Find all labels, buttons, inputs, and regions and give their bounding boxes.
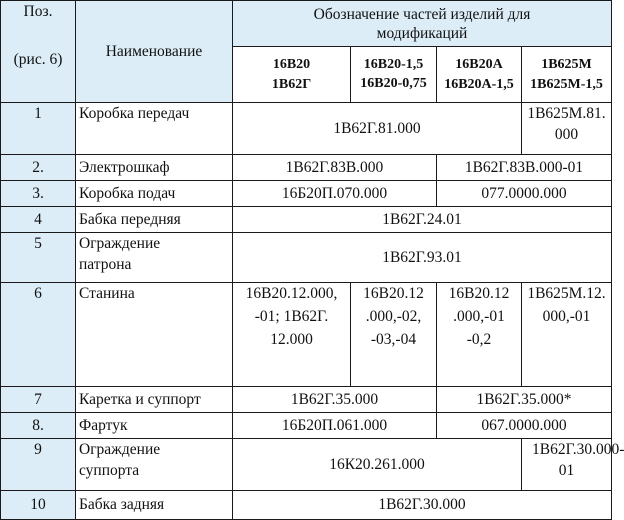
designation-cell: 1В62Г.30.000-01 <box>522 439 612 491</box>
name-cell: Бабка задняя <box>76 491 233 520</box>
designation-cell: 16Б20П.061.000 <box>233 413 437 439</box>
table-row <box>1 207 612 233</box>
designation-cell: 16К20.261.000 <box>233 439 522 491</box>
name-cell: Фартук <box>76 413 233 439</box>
header-mod-4 <box>522 47 612 103</box>
header-name-cell <box>76 1 233 103</box>
name-cell: Ограждение патрона <box>76 233 233 283</box>
pos-cell: 6 <box>1 283 76 387</box>
header-pos-label: Поз. <box>23 3 53 20</box>
header-mod-2 <box>351 47 437 103</box>
designation-cell: 16В20.12 .000,-02, -03,-04 <box>351 283 437 387</box>
designation-cell: 1В62Г.35.000 <box>233 387 437 413</box>
header-pos-figure-ref: (рис. 6) <box>13 51 63 69</box>
name-cell: Коробка подач <box>76 181 233 207</box>
header-mod-1 <box>233 47 351 103</box>
header-designation-label: Обозначение частей изделий для модификаций <box>313 6 531 43</box>
header-mod-4-line2: 1В625М-1,5 <box>530 76 603 92</box>
designation-cell: 16В20.12 .000,-01 -0,2 <box>437 283 522 387</box>
table-row <box>1 387 612 413</box>
header-mod-1-line2: 1В62Г <box>271 76 312 92</box>
pos-cell: 1 <box>1 103 76 155</box>
designation-cell: 1В62Г.83В.000-01 <box>437 155 612 181</box>
designation-cell: 1В62Г.83В.000 <box>233 155 437 181</box>
designation-cell: 1В62Г.35.000* <box>437 387 612 413</box>
name-cell: Ограждение суппорта <box>76 439 233 491</box>
header-mod-3-line2: 16В20А-1,5 <box>444 76 514 92</box>
table-row <box>1 181 612 207</box>
header-pos-cell <box>1 1 76 103</box>
table-row <box>1 155 612 181</box>
pos-cell: 10 <box>1 491 76 520</box>
table-row <box>1 233 612 283</box>
designation-cell: 1В62Г.30.000 <box>233 491 612 520</box>
header-mod-2-line1: 16В20-1,5 <box>363 56 424 72</box>
header-mod-2-line2: 16В20-0,75 <box>360 75 427 91</box>
header-mod-1-line1: 16В20 <box>272 57 311 73</box>
table-row <box>1 491 612 520</box>
name-cell: Бабка передняя <box>76 207 233 233</box>
pos-cell: 5 <box>1 233 76 283</box>
designation-cell: 1В62Г.24.01 <box>233 207 612 233</box>
table-row <box>1 413 612 439</box>
pos-cell: 4 <box>1 207 76 233</box>
header-row-top <box>1 1 612 47</box>
table-row <box>1 283 612 387</box>
pos-cell: 2. <box>1 155 76 181</box>
designation-cell: 1В62Г.81.000 <box>233 103 522 155</box>
name-cell: Каретка и суппорт <box>76 387 233 413</box>
designation-cell: 1В625М.81.000 <box>522 103 612 155</box>
header-mod-3 <box>437 47 522 103</box>
table-row <box>1 439 612 491</box>
name-cell: Электрошкаф <box>76 155 233 181</box>
header-mod-4-line1: 1В625М <box>541 57 592 73</box>
pos-cell: 7 <box>1 387 76 413</box>
designation-cell: 16Б20П.070.000 <box>233 181 437 207</box>
name-cell: Коробка передач <box>76 103 233 155</box>
designation-cell: 077.0000.000 <box>437 181 612 207</box>
name-cell: Станина <box>76 283 233 387</box>
header-mod-3-line1: 16В20А <box>455 57 503 73</box>
pos-cell: 8. <box>1 413 76 439</box>
designation-cell: 067.0000.000 <box>437 413 612 439</box>
table-row <box>1 103 612 155</box>
designation-cell: 1В625М.12.000,-01 <box>522 283 612 387</box>
header-designation-cell <box>233 1 612 47</box>
designation-cell: 16В20.12.000, -01; 1В62Г. 12.000 <box>233 283 351 387</box>
pos-cell: 3. <box>1 181 76 207</box>
header-name-label: Наименование <box>105 42 203 60</box>
designation-cell: 1В62Г.93.01 <box>233 233 612 283</box>
pos-cell: 9 <box>1 439 76 491</box>
